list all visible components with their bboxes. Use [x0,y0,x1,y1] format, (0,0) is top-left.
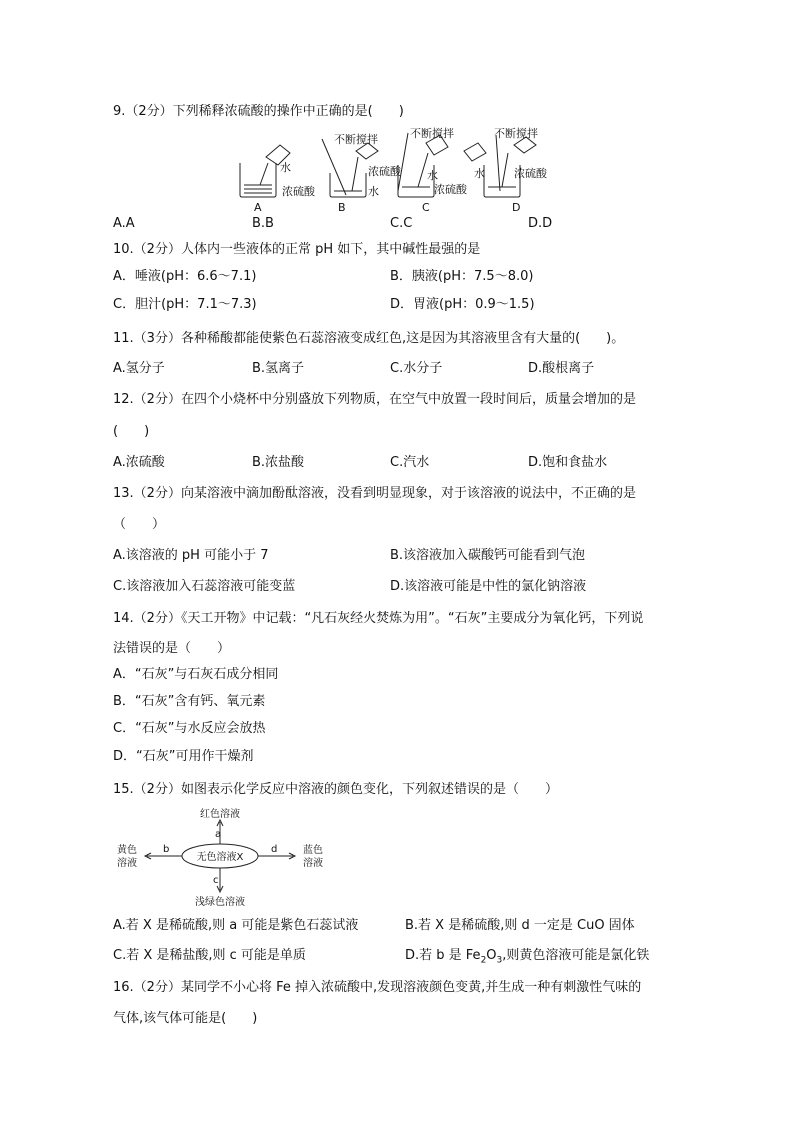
q16-stem-cont: 气体,该气体可能是( ) [113,1011,258,1026]
q16-stem: 16.（2分）某同学不小心将 Fe 掉入浓硫酸中,发现溶液颜色变黄,并生成一种有刺激性气味的 [113,980,642,995]
q13-option-d[interactable]: D.该溶液可能是中性的氯化钠溶液 [390,579,587,594]
right-label-1: 蓝色 [303,845,323,856]
q14-stem-cont: 法错误的是（ ） [113,641,231,656]
q13-stem: 13.（2分）向某溶液中滴加酚酞溶液，没看到明显现象，对于该溶液的说法中，不正确的是 [113,486,636,501]
label-a: A [254,201,262,213]
q14-option-c[interactable]: C．“石灰”与水反应会放热 [113,721,266,736]
q12-option-c[interactable]: C.汽水 [390,455,430,470]
q11-option-a[interactable]: A.氢分子 [113,361,165,376]
q10-option-a[interactable]: A．唾液(pH：6.6～7.1) [113,269,257,284]
label-water-d: 水 [474,167,485,180]
label-acid-a: 浓硫酸 [282,185,315,198]
label-water-b: 水 [368,185,379,198]
arrow-d-label: d [271,844,278,855]
label-c: C [422,201,430,213]
q15-figure [113,806,333,910]
q12-option-d[interactable]: D.饱和食盐水 [528,455,608,470]
label-acid-b: 浓硫酸 [368,165,401,178]
q12-option-a[interactable]: A.浓硫酸 [113,455,165,470]
q15-stem: 15.（2分）如图表示化学反应中溶液的颜色变化，下列叙述错误的是（ ） [113,782,558,797]
q15-option-b[interactable]: B.若 X 是稀硫酸,则 d 一定是 CuO 固体 [405,918,635,933]
label-stir-b: 不断搅拌 [334,133,378,146]
q9-option-d[interactable]: D.D [528,216,553,231]
center-label: 无色溶液X [196,852,244,863]
q9-option-b[interactable]: B.B [252,216,274,231]
left-label-2: 溶液 [117,858,137,869]
label-stir-c: 不断搅拌 [410,127,454,140]
q15-option-c[interactable]: C.若 X 是稀盐酸,则 c 可能是单质 [113,948,306,963]
q14-option-b[interactable]: B．“石灰”含有钙、氧元素 [113,694,266,709]
label-stir-d: 不断搅拌 [494,127,538,140]
q13-option-b[interactable]: B.该溶液加入碳酸钙可能看到气泡 [390,548,586,563]
label-water-a: 水 [280,161,291,174]
bottom-label: 浅绿色溶液 [195,897,245,908]
arrow-c-label: c [213,875,219,886]
q14-option-d[interactable]: D．“石灰”可用作干燥剂 [113,749,254,764]
q11-stem: 11.（3分）各种稀酸都能使紫色石蕊溶液变成红色,这是因为其溶液里含有大量的( )。 [113,331,625,346]
q13-option-a[interactable]: A.该溶液的 pH 可能小于 7 [113,548,269,563]
q12-stem-cont: ( ) [113,424,150,439]
arrow-a-label: a [215,829,222,840]
label-b: B [338,201,346,213]
top-label: 红色溶液 [200,809,240,820]
q9-option-c[interactable]: C.C [390,216,413,231]
q9-figure [238,125,553,213]
q10-option-c[interactable]: C．胆汁(pH：7.1～7.3) [113,297,257,312]
q11-option-b[interactable]: B.氢离子 [252,361,305,376]
label-acid-d: 浓硫酸 [514,167,547,180]
q10-stem: 10.（2分）人体内一些液体的正常 pH 如下，其中碱性最强的是 [113,242,481,257]
left-label-1: 黄色 [117,845,137,856]
q11-option-d[interactable]: D.酸根离子 [528,361,595,376]
q11-option-c[interactable]: C.水分子 [390,361,443,376]
q9-option-a[interactable]: A.A [113,216,135,231]
label-acid-c: 浓硫酸 [434,183,467,196]
q14-option-a[interactable]: A．“石灰”与石灰石成分相同 [113,667,279,682]
q15-option-d[interactable]: D.若 b 是 $Fe_2O_3$,则黄色溶液可能是氯化铁 [405,948,650,966]
q10-option-b[interactable]: B．胰液(pH：7.5～8.0) [390,269,534,284]
beaker-d [464,135,536,197]
arrow-b-label: b [163,844,170,855]
q12-stem: 12.（2分）在四个小烧杯中分别盛放下列物质，在空气中放置一段时间后，质量会增加的是 [113,392,636,407]
right-label-2: 溶液 [303,858,323,869]
label-d: D [512,201,521,213]
q12-option-b[interactable]: B.浓盐酸 [252,455,305,470]
q15-option-a[interactable]: A.若 X 是稀硫酸,则 a 可能是紫色石蕊试液 [113,918,359,933]
q14-stem: 14.（2分）《天工开物》中记载：“凡石灰经火焚炼为用”。“石灰”主要成分为氧化钙，下列说 [113,611,644,626]
q10-option-d[interactable]: D．胃液(pH：0.9～1.5) [390,297,535,312]
q13-stem-cont: （ ） [113,517,166,532]
q9-stem: 9.（2分）下列稀释浓硫酸的操作中正确的是( ) [113,104,404,119]
q13-option-c[interactable]: C.该溶液加入石蕊溶液可能变蓝 [113,579,296,594]
label-water-c: 水 [427,169,438,182]
